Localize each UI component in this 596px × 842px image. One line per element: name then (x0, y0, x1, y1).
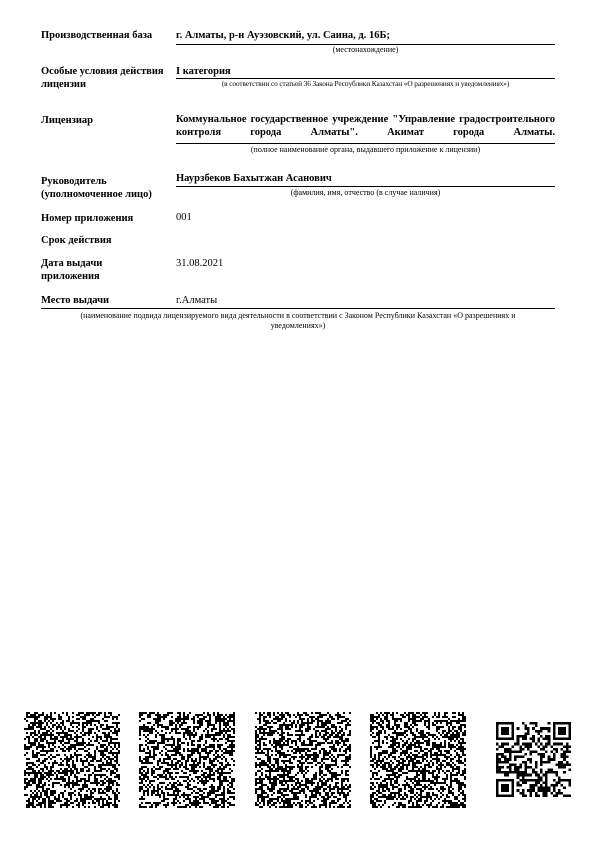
validity-label: Срок действия (41, 235, 112, 246)
issue-place-underline (41, 308, 555, 309)
2d-barcode-icon (139, 712, 235, 808)
licensor-label: Лицензиар (41, 115, 93, 126)
qr-code-icon (496, 722, 571, 797)
2d-barcode-icon (370, 712, 466, 808)
2d-barcode-icon (255, 712, 351, 808)
conditions-label: Особые условия действия лицензии (41, 66, 164, 90)
licensor-value: Коммунальное государственное учреждение "Управление градостроительного контроля города Алматы". Акимат города Алматы. (176, 114, 555, 138)
issue-place-value: г.Алматы (176, 295, 218, 306)
licensor-caption: (полное наименование органа, выдавшего приложение к лицензии) (250, 145, 481, 154)
head-caption: (фамилия, имя, отчество (в случае наличия) (290, 188, 441, 197)
issue-place-label: Место выдачи (41, 295, 110, 306)
head-value: Наурзбеков Бахытжан Асанович (176, 173, 332, 184)
issue-date-value: 31.08.2021 (176, 258, 224, 269)
conditions-value: I категория (176, 66, 231, 77)
appendix-number-value: 001 (176, 212, 192, 223)
appendix-number-label: Номер приложения (41, 213, 134, 224)
2d-barcode-icon (24, 712, 120, 808)
head-label: Руководитель (уполномоченное лицо) (41, 176, 152, 200)
base-label: Производственная база (41, 30, 153, 41)
issue-place-caption: (наименование подвида лицензируемого вида деятельности в соответствии с Законом Республики Казахстан «О разрешениях и уведомлениях») (80, 311, 516, 330)
base-caption: (местонахождение) (332, 45, 399, 54)
issue-date-label: Дата выдачи приложения (41, 258, 103, 282)
licensor-underline (176, 143, 555, 144)
head-underline (176, 186, 555, 187)
base-value: г. Алматы, р-н Ауэзовский, ул. Саина, д. 16Б; (176, 30, 390, 41)
conditions-caption: (в соответствии со статьей 36 Закона Республики Казахстан «О разрешениях и уведомлениях») (221, 79, 510, 88)
